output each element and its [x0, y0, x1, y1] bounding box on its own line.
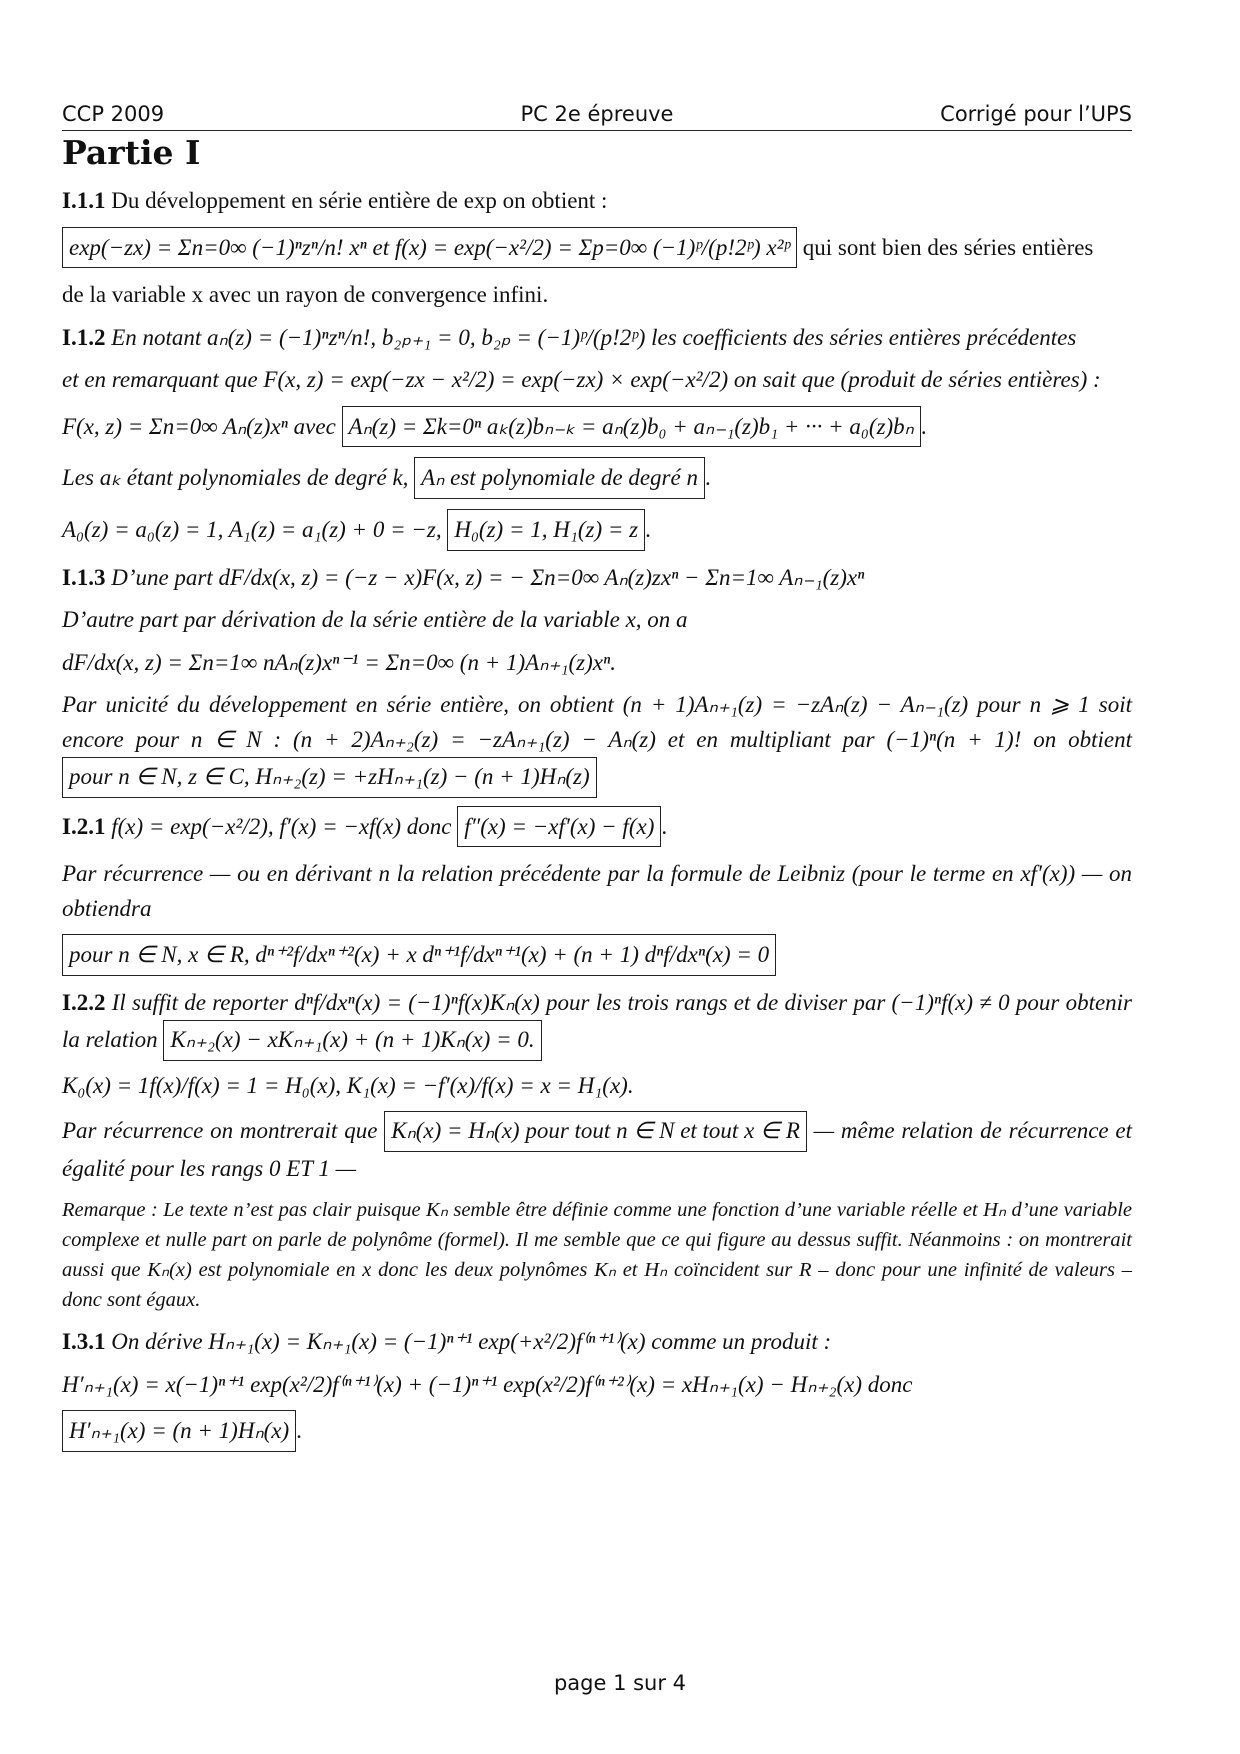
paragraph-text: En notant aₙ(z) = (−1)ⁿzⁿ/n!, b₂ₚ₊₁ = 0, b₂ₚ = (−1)ᵖ/(p!2ᵖ) les coefficients des séries entières précédentes — [111, 324, 1077, 350]
section-i-1-2 — [62, 321, 1132, 356]
paragraph-text: f(x) = exp(−x²/2), f′(x) = −xf(x) donc — [111, 813, 452, 839]
paragraph-text: Les aₖ étant polynomiales de degré k, — [62, 465, 409, 491]
section-i-1-3 — [62, 561, 1132, 596]
running-header — [62, 100, 1132, 131]
paragraph-text: Par récurrence on montrerait que — [62, 1118, 378, 1144]
paragraph: de la variable x avec un rayon de convergence infini. — [62, 282, 549, 308]
section-number: I.3.1 — [62, 1329, 106, 1355]
section-i-1-1 — [62, 184, 1132, 219]
equation-row: A₀(z) = a₀(z) = 1, A₁(z) = a₁(z) + 0 = −z, H₀(z) = 1, H₁(z) = z . — [62, 509, 1132, 551]
boxed-formula: Aₙ(z) = Σk=0ⁿ aₖ(z)bₙ₋ₖ = aₙ(z)b₀ + aₙ₋₁(z)b₁ + ··· + a₀(z)bₙ — [342, 406, 921, 448]
section-number: I.1.2 — [62, 324, 106, 350]
boxed-formula: Aₙ est polynomiale de degré n — [414, 457, 705, 499]
equation-row: Les aₖ étant polynomiales de degré k, Aₙ est polynomiale de degré n . — [62, 457, 1132, 499]
header-center: PC 2e épreuve — [520, 102, 674, 126]
paragraph — [62, 1111, 1132, 1186]
header-right: Corrigé pour l’UPS — [940, 102, 1132, 126]
header-left: CCP 2009 — [62, 102, 165, 126]
section-i-3-1 — [62, 1325, 1132, 1360]
paragraph: K₀(x) = 1f(x)/f(x) = 1 = H₀(x), K₁(x) = −f′(x)/f(x) = x = H₁(x). — [62, 1072, 634, 1098]
page-footer: page 1 sur 4 — [553, 1671, 687, 1695]
paragraph-text: Il suffit de reporter dⁿf/dxⁿ(x) = (−1)ⁿf(x)Kₙ(x) pour les trois rangs et de diviser par (−1)ⁿf(x) ≠ 0 pour obtenir la relation — [62, 989, 1133, 1053]
section-i-2-2 — [62, 986, 1132, 1061]
boxed-formula: f″(x) = −xf′(x) − f(x) — [457, 806, 661, 848]
part-title: Partie I — [62, 133, 201, 172]
equation-row: H′ₙ₊₁(x) = (n + 1)Hₙ(x) . — [62, 1410, 1132, 1452]
section-number: I.1.1 — [62, 188, 106, 213]
paragraph-text: — même relation de récurrence et égalité pour les rangs 0 ET 1 — — [62, 1118, 1133, 1181]
paragraph: dF/dx(x, z) = Σn=1∞ nAₙ(z)xⁿ⁻¹ = Σn=0∞ (n + 1)Aₙ₊₁(z)xⁿ. — [62, 649, 616, 675]
paragraph: H′ₙ₊₁(x) = x(−1)ⁿ⁺¹ exp(x²/2)f⁽ⁿ⁺¹⁾(x) + (−1)ⁿ⁺¹ exp(x²/2)f⁽ⁿ⁺²⁾(x) = xHₙ₊₁(x) − Hₙ₊₂(x) donc — [62, 1371, 913, 1397]
boxed-formula: pour n ∈ N, x ∈ R, dⁿ⁺²f/dxⁿ⁺²(x) + x dⁿ⁺¹f/dxⁿ⁺¹(x) + (n + 1) dⁿf/dxⁿ(x) = 0 — [62, 934, 776, 976]
boxed-formula: H′ₙ₊₁(x) = (n + 1)Hₙ(x) — [62, 1410, 296, 1452]
equation-left: F(x, z) = Σn=0∞ Aₙ(z)xⁿ avec — [62, 413, 336, 439]
section-i-2-1: I.2.1 f(x) = exp(−x²/2), f′(x) = −xf(x) donc f″(x) = −xf′(x) − f(x) . — [62, 806, 1132, 848]
boxed-formula: exp(−zx) = Σn=0∞ (−1)ⁿzⁿ/n! xⁿ et f(x) = exp(−x²/2) = Σp=0∞ (−1)ᵖ/(p!2ᵖ) x²ᵖ — [62, 227, 797, 269]
boxed-formula: Kₙ₊₂(x) − xKₙ₊₁(x) + (n + 1)Kₙ(x) = 0. — [163, 1020, 541, 1061]
paragraph — [62, 688, 1132, 798]
equation-row: F(x, z) = Σn=0∞ Aₙ(z)xⁿ avec Aₙ(z) = Σk=0ⁿ aₖ(z)bₙ₋ₖ = aₙ(z)b₀ + aₙ₋₁(z)b₁ + ··· + a₀(z)bₙ . — [62, 406, 1132, 448]
paragraph: Par récurrence — ou en dérivant n la relation précédente par la formule de Leibniz (pour le terme en xf′(x)) — on obtiendra — [62, 861, 1132, 921]
paragraph-text: On dérive Hₙ₊₁(x) = Kₙ₊₁(x) = (−1)ⁿ⁺¹ exp(+x²/2)f⁽ⁿ⁺¹⁾(x) comme un produit : — [111, 1329, 832, 1355]
equation-row — [62, 227, 1132, 269]
section-number: I.2.2 — [62, 989, 106, 1015]
paragraph-text: Par unicité du développement en série entière, on obtient (n + 1)Aₙ₊₁(z) = −zAₙ(z) − Aₙ₋₁(z) pour n ⩾ 1 soit encore pour n ∈ N : (n + 2)Aₙ₊₂(z) = −zAₙ₊₁(z) − Aₙ(z) et en multipliant par (−1)ⁿ(n + 1)! on obtient — [62, 692, 1132, 752]
paragraph: D’autre part par dérivation de la série entière de la variable x, on a — [62, 607, 688, 633]
boxed-formula: Kₙ(x) = Hₙ(x) pour tout n ∈ N et tout x ∈ R — [384, 1111, 807, 1152]
section-intro: Du développement en série entière de exp on obtient : — [111, 188, 608, 213]
formula-comment: qui sont bien des séries entières — [802, 234, 1094, 260]
paragraph-text: D’une part dF/dx(x, z) = (−z − x)F(x, z) = − Σn=0∞ Aₙ(z)zxⁿ − Σn=1∞ Aₙ₋₁(z)xⁿ — [111, 564, 865, 590]
paragraph-text: A₀(z) = a₀(z) = 1, A₁(z) = a₁(z) + 0 = −z, — [62, 516, 442, 542]
boxed-formula: H₀(z) = 1, H₁(z) = z — [447, 509, 645, 551]
section-number: I.1.3 — [62, 564, 106, 590]
boxed-formula: pour n ∈ N, z ∈ C, Hₙ₊₂(z) = +zHₙ₊₁(z) − (n + 1)Hₙ(z) — [62, 757, 597, 798]
paragraph: et en remarquant que F(x, z) = exp(−zx − x²/2) = exp(−zx) × exp(−x²/2) on sait que (produit de séries entières) : — [62, 367, 1101, 393]
document-page — [62, 100, 1132, 1462]
remark: Remarque : Le texte n’est pas clair puisque Kₙ semble être définie comme une fonction d’une variable réelle et Hₙ d’une variable complexe et nulle part on parle de polynôme (formel). Il me semble que ce qui figure au dessus suffit. Néanmoins : on montrerait aussi que Kₙ(x) est polynomiale en x donc les deux polynômes Kₙ et Hₙ coïncident sur R – donc pour une infinité de valeurs – donc sont égaux. — [62, 1199, 1132, 1311]
equation-row — [62, 934, 1132, 976]
section-number: I.2.1 — [62, 813, 106, 839]
